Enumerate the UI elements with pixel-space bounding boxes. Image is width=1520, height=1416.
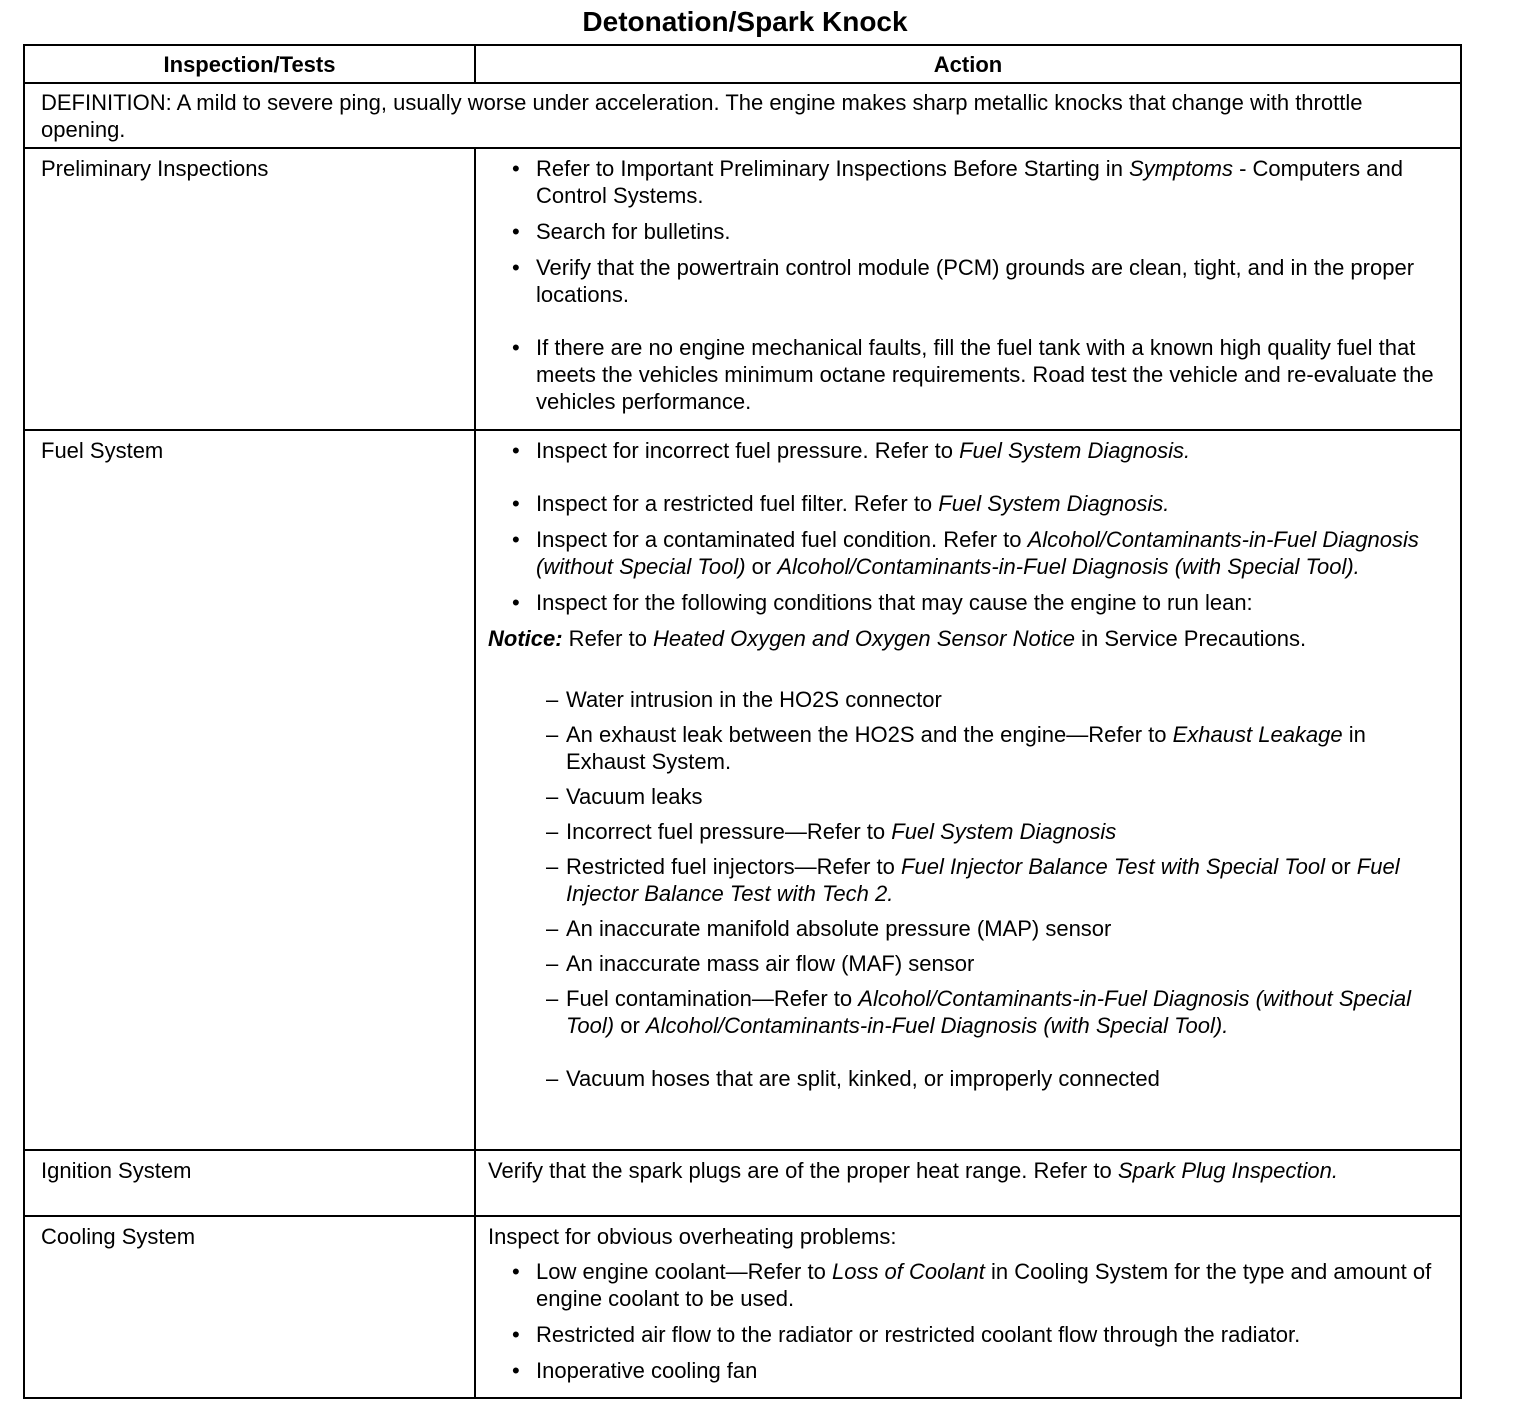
- header-inspection-tests: Inspection/Tests: [24, 45, 475, 83]
- list-item: • Inspect for a restricted fuel filter. Refer to Fuel System Diagnosis.: [510, 490, 1450, 517]
- header-action: Action: [475, 45, 1461, 83]
- list-item: – An inaccurate manifold absolute pressure (MAP) sensor: [546, 915, 1450, 942]
- list-item: • Inspect for a contaminated fuel condition. Refer to Alcohol/Contaminants-in-Fuel Diagnosis (without Special Tool) or Alcohol/Contaminants-in-Fuel Diagnosis (with Special Tool).: [510, 526, 1450, 580]
- table-row: [24, 148, 1461, 430]
- preliminary-actions: [475, 148, 1461, 430]
- table-header-row: [24, 45, 1461, 83]
- ignition-system-label: Ignition System: [24, 1150, 475, 1216]
- list-item: – Vacuum hoses that are split, kinked, or improperly connected: [546, 1065, 1450, 1092]
- list-item: • Restricted air flow to the radiator or restricted coolant flow through the radiator.: [510, 1321, 1450, 1348]
- notice-text: Notice: Refer to Heated Oxygen and Oxygen Sensor Notice in Service Precautions.: [488, 626, 1307, 651]
- diagnostic-table: [23, 44, 1462, 1399]
- list-item: – Incorrect fuel pressure—Refer to Fuel System Diagnosis: [546, 818, 1450, 845]
- fuel-system-label: Fuel System: [24, 430, 475, 1150]
- list-item: – An exhaust leak between the HO2S and the engine—Refer to Exhaust Leakage in Exhaust System.: [546, 721, 1450, 775]
- table-row: [24, 1150, 1461, 1216]
- table-row: [24, 1216, 1461, 1398]
- fuel-system-actions: [475, 430, 1461, 1150]
- table-row: [24, 430, 1461, 1150]
- definition-text: DEFINITION: A mild to severe ping, usually worse under acceleration. The engine makes sharp metallic knocks that change with throttle opening.: [24, 83, 1461, 148]
- list-item: – Water intrusion in the HO2S connector: [546, 686, 1450, 713]
- list-item: – Restricted fuel injectors—Refer to Fuel Injector Balance Test with Special Tool or Fuel Injector Balance Test with Tech 2.: [546, 853, 1450, 907]
- ignition-system-actions: Verify that the spark plugs are of the proper heat range. Refer to Spark Plug Inspection.: [475, 1150, 1461, 1216]
- page-title: Detonation/Spark Knock: [582, 6, 908, 37]
- cooling-system-actions: [475, 1216, 1461, 1398]
- definition-row: [24, 83, 1461, 148]
- list-item: • Inspect for the following conditions that may cause the engine to run lean:: [510, 589, 1450, 616]
- cooling-system-label: Cooling System: [24, 1216, 475, 1398]
- list-item: – Vacuum leaks: [546, 783, 1450, 810]
- list-item: – An inaccurate mass air flow (MAF) sensor: [546, 950, 1450, 977]
- list-item: • If there are no engine mechanical faults, fill the fuel tank with a known high quality fuel that meets the vehicles minimum octane requirements. Road test the vehicle and re-evaluate the vehicles performance.: [510, 334, 1450, 415]
- list-item: – Fuel contamination—Refer to Alcohol/Contaminants-in-Fuel Diagnosis (without Special Tool) or Alcohol/Contaminants-in-Fuel Diagnosis (with Special Tool).: [546, 985, 1450, 1039]
- cooling-intro: Inspect for obvious overheating problems:: [488, 1224, 897, 1249]
- preliminary-label: Preliminary Inspections: [24, 148, 475, 430]
- list-item: • Verify that the powertrain control module (PCM) grounds are clean, tight, and in the proper locations.: [510, 254, 1450, 308]
- list-item: • Search for bulletins.: [510, 218, 1450, 245]
- list-item: • Inspect for incorrect fuel pressure. Refer to Fuel System Diagnosis.: [510, 437, 1450, 464]
- list-item: • Refer to Important Preliminary Inspections Before Starting in Symptoms - Computers and Control Systems.: [510, 155, 1450, 209]
- list-item: • Inoperative cooling fan: [510, 1357, 1450, 1384]
- list-item: • Low engine coolant—Refer to Loss of Coolant in Cooling System for the type and amount of engine coolant to be used.: [510, 1258, 1450, 1312]
